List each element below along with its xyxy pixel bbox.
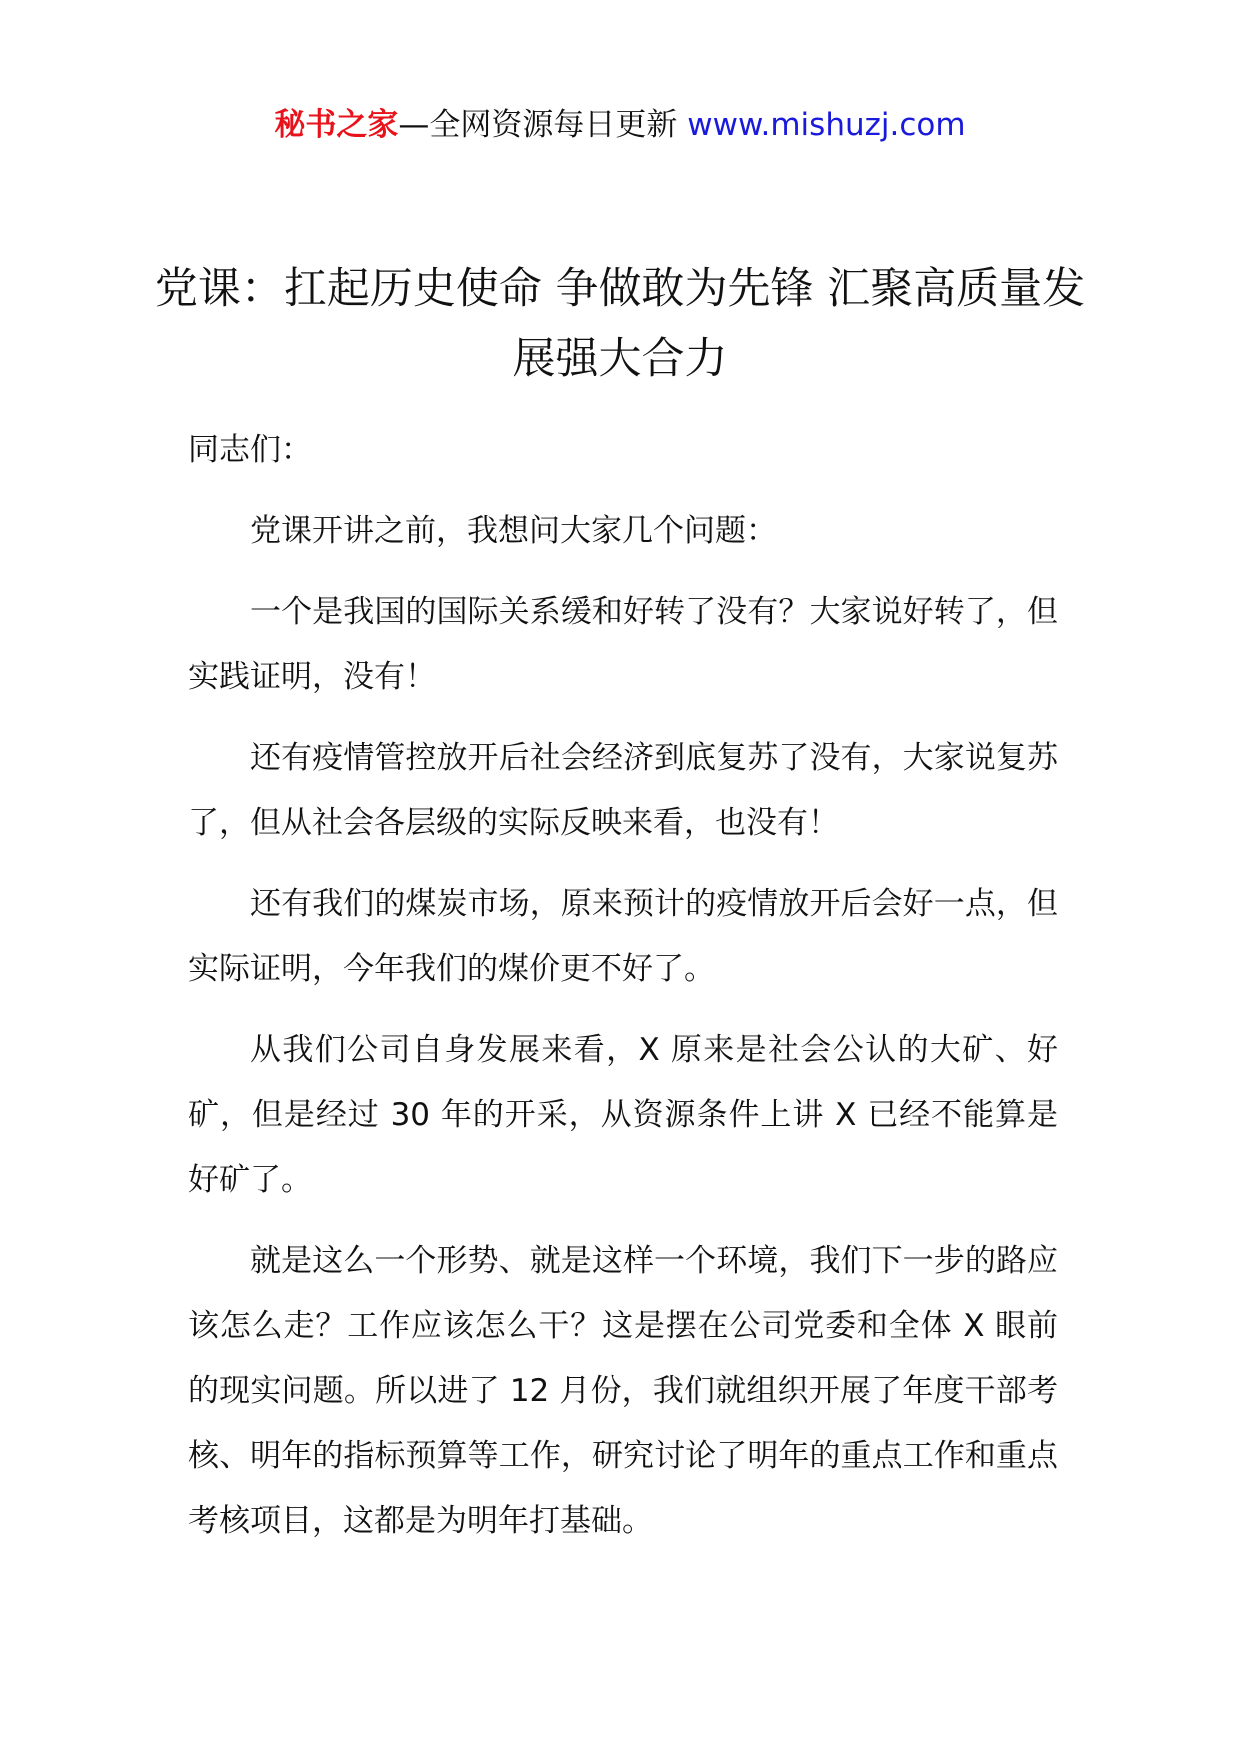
salutation: 同志们： (188, 432, 312, 468)
paragraph: 就是这么一个形势、就是这样一个环境，我们下一步的路应该怎么走？工作应该怎么干？这是摆在公司党委和全体 X 眼前的现实问题。所以进了 12 月份，我们就组织开展了年度干部考核、明年的指标预算等工作，研究讨论了明年的重点工作和重点考核项目，这都是为明年打基础。 (188, 1243, 1058, 1539)
header-tagline: —全网资源每日更新 (398, 107, 688, 143)
paragraph: 还有疫情管控放开后社会经济到底复苏了没有，大家说复苏了，但从社会各层级的实际反映来看，也没有！ (188, 740, 1058, 841)
paragraph: 党课开讲之前，我想问大家几个问题： (250, 513, 777, 549)
document-title: 党课：扛起历史使命 争做敢为先锋 汇聚高质量发展强大合力 (154, 264, 1086, 384)
paragraph: 还有我们的煤炭市场，原来预计的疫情放开后会好一点，但实际证明，今年我们的煤价更不好了。 (188, 886, 1058, 987)
document-body (188, 418, 1058, 1570)
site-header (0, 100, 1240, 150)
paragraph: 从我们公司自身发展来看，X 原来是社会公认的大矿、好矿，但是经过 30 年的开采，从资源条件上讲 X 已经不能算是好矿了。 (188, 1032, 1058, 1198)
site-url[interactable]: www.mishuzj.com (687, 107, 966, 143)
brand-name: 秘书之家 (274, 107, 399, 143)
paragraph: 一个是我国的国际关系缓和好转了没有？大家说好转了，但实践证明，没有！ (188, 594, 1058, 695)
